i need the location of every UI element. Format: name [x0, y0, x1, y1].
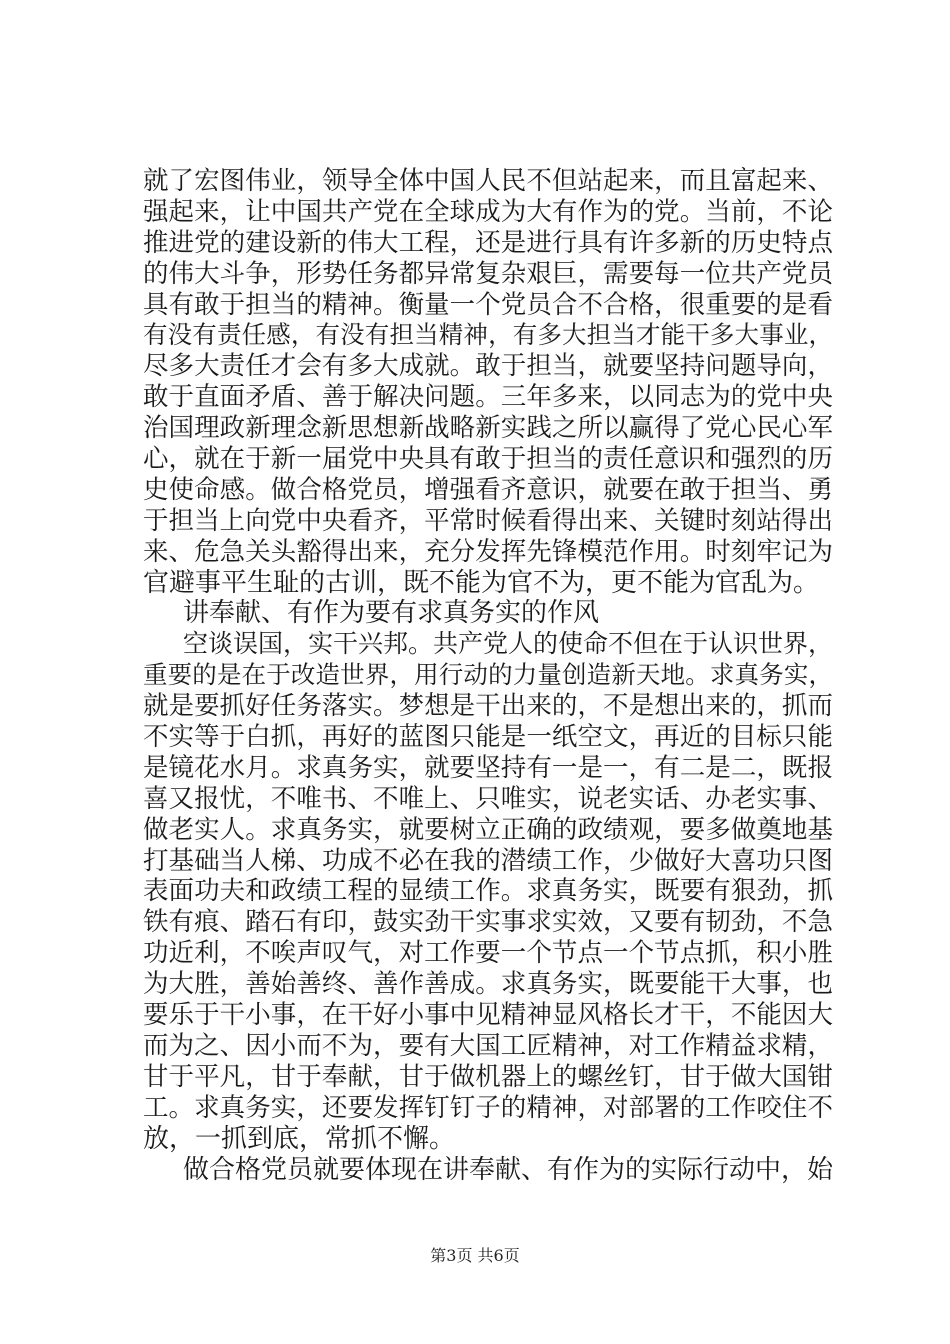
text-line: 放，一抓到底，常抓不懈。 [143, 1123, 456, 1154]
section-heading: 讲奉献、有作为要有求真务实的作风 [183, 598, 600, 629]
text-line: 不实等于白抓，再好的蓝图只能是一纸空文，再近的目标只能 [143, 722, 833, 753]
text-line: 做老实人。求真务实，就要树立正确的政绩观，要多做奠地基 [143, 814, 833, 845]
text-line: 铁有痕、踏石有印，鼓实劲干实事求实效，又要有韧劲，不急 [143, 907, 833, 938]
text-line: 打基础当人梯、功成不必在我的潜绩工作，少做好大喜功只图 [143, 845, 833, 876]
text-line: 具有敢于担当的精神。衡量一个党员合不合格，很重要的是看 [143, 289, 833, 320]
text-line: 做合格党员就要体现在讲奉献、有作为的实际行动中，始 [183, 1154, 834, 1185]
text-line: 重要的是在于改造世界，用行动的力量创造新天地。求真务实， [143, 660, 833, 690]
text-line: 强起来，让中国共产党在全球成为大有作为的党。当前，不论 [143, 196, 833, 227]
text-line: 空谈误国，实干兴邦。共产党人的使命不但在于认识世界， [183, 629, 834, 659]
text-line: 有没有责任感，有没有担当精神，有多大担当才能干多大事业， [143, 320, 833, 350]
text-line: 来、危急关头豁得出来，充分发挥先锋模范作用。时刻牢记为 [143, 536, 833, 567]
text-line: 表面功夫和政绩工程的显绩工作。求真务实，既要有狠劲，抓 [143, 876, 833, 907]
text-line: 于担当上向党中央看齐，平常时候看得出来、关键时刻站得出 [143, 505, 833, 536]
text-line: 工。求真务实，还要发挥钉钉子的精神，对部署的工作咬住不 [143, 1092, 833, 1123]
text-line: 推进党的建设新的伟大工程，还是进行具有许多新的历史特点 [143, 227, 833, 258]
text-line: 而为之、因小而不为，要有大国工匠精神，对工作精益求精， [143, 1030, 833, 1061]
text-line: 官避事平生耻的古训，既不能为官不为，更不能为官乱为。 [143, 567, 820, 598]
body-text [143, 166, 833, 1185]
text-line: 是镜花水月。求真务实，就要坚持有一是一，有二是二，既报 [143, 752, 833, 783]
text-line: 尽多大责任才会有多大成就。敢于担当，就要坚持问题导向， [143, 351, 833, 382]
text-line: 史使命感。做合格党员，增强看齐意识，就要在敢于担当、勇 [143, 474, 833, 505]
text-line: 要乐于干小事，在干好小事中见精神显风格长才干，不能因大 [143, 1000, 833, 1031]
text-line: 喜又报忧，不唯书、不唯上、只唯实，说老实话、办老实事、 [143, 783, 833, 814]
text-line: 功近利，不唉声叹气，对工作要一个节点一个节点抓，积小胜 [143, 938, 833, 969]
text-line: 的伟大斗争，形势任务都异常复杂艰巨，需要每一位共产党员 [143, 258, 833, 289]
text-line: 就是要抓好任务落实。梦想是干出来的，不是想出来的，抓而 [143, 691, 833, 722]
text-line: 就了宏图伟业，领导全体中国人民不但站起来，而且富起来、 [143, 166, 833, 196]
text-line: 敢于直面矛盾、善于解决问题。三年多来，以同志为的党中央 [143, 382, 833, 413]
text-line: 心，就在于新一届党中央具有敢于担当的责任意识和强烈的历 [143, 444, 833, 475]
text-line: 甘于平凡，甘于奉献，甘于做机器上的螺丝钉，甘于做大国钳 [143, 1061, 833, 1092]
text-line: 为大胜，善始善终、善作善成。求真务实，既要能干大事，也 [143, 969, 833, 1000]
text-line: 治国理政新理念新思想新战略新实践之所以赢得了党心民心军 [143, 413, 833, 444]
page-footer: 第3页 共6页 [430, 1246, 520, 1265]
